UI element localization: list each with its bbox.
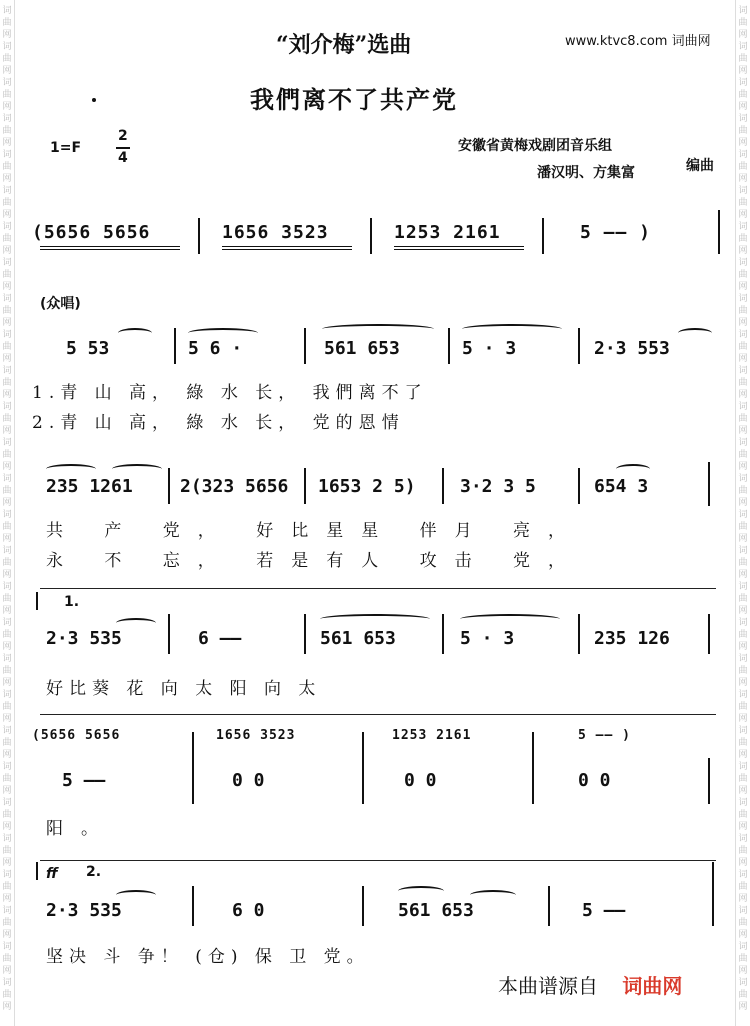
watermark-glyph: 词	[738, 258, 748, 268]
watermark-glyph: 网	[738, 858, 748, 868]
watermark-glyph: 曲	[2, 666, 12, 676]
arranger-role: 编曲	[686, 158, 714, 174]
time-signature-line	[116, 147, 130, 149]
watermark-glyph: 网	[2, 786, 12, 796]
slur	[320, 614, 430, 624]
watermark-glyph: 词	[738, 42, 748, 52]
volta-2-label: 2.	[86, 864, 102, 880]
watermark-glyph: 曲	[738, 882, 748, 892]
notes-1: 2·3 535	[46, 628, 122, 649]
barline	[174, 328, 176, 364]
watermark-glyph: 曲	[738, 702, 748, 712]
watermark-glyph: 网	[2, 570, 12, 580]
barline	[198, 218, 200, 254]
watermark-glyph: 网	[2, 66, 12, 76]
accomp-measure-3: 1253 2161	[392, 728, 472, 743]
watermark-glyph: 曲	[2, 810, 12, 820]
notes-3: 561 653	[398, 900, 474, 921]
lyrics-verse-1: 共 产 党， 好比星星 伴月 亮，	[46, 521, 584, 541]
watermark-glyph: 词	[738, 402, 748, 412]
beam-line	[40, 246, 180, 247]
watermark-glyph: 网	[2, 894, 12, 904]
watermark-glyph: 网	[738, 30, 748, 40]
watermark-glyph: 词	[2, 258, 12, 268]
watermark-glyph: 词	[738, 366, 748, 376]
site-url[interactable]: www.ktvc8.com 词曲网	[565, 34, 711, 49]
time-signature-top: 2	[118, 128, 128, 144]
watermark-glyph: 曲	[2, 54, 12, 64]
watermark-glyph: 曲	[2, 882, 12, 892]
watermark-glyph: 词	[2, 438, 12, 448]
watermark-glyph: 词	[738, 114, 748, 124]
watermark-glyph: 曲	[2, 450, 12, 460]
watermark-glyph: 曲	[2, 18, 12, 28]
accomp-measure-2: 1656 3523	[216, 728, 296, 743]
watermark-glyph: 词	[738, 654, 748, 664]
watermark-glyph: 网	[738, 930, 748, 940]
watermark-glyph: 网	[2, 282, 12, 292]
slur	[460, 614, 560, 624]
watermark-glyph: 网	[738, 822, 748, 832]
watermark-glyph: 曲	[738, 558, 748, 568]
watermark-glyph: 词	[738, 762, 748, 772]
watermark-glyph: 词	[2, 906, 12, 916]
watermark-glyph: 词	[2, 42, 12, 52]
barline	[370, 218, 372, 254]
barline	[168, 468, 170, 504]
watermark-glyph: 曲	[738, 954, 748, 964]
watermark-glyph: 网	[738, 354, 748, 364]
watermark-glyph: 网	[738, 462, 748, 472]
watermark-glyph: 词	[738, 942, 748, 952]
watermark-glyph: 词	[2, 186, 12, 196]
volta-bracket	[36, 592, 38, 610]
watermark-glyph: 曲	[2, 918, 12, 928]
series-title: “刘介梅”选曲	[276, 32, 412, 58]
beam-line	[40, 249, 180, 250]
barline	[304, 468, 306, 504]
slur	[398, 886, 444, 896]
watermark-glyph: 词	[738, 6, 748, 16]
section-1	[32, 322, 720, 442]
footer-text: 本曲谱源自	[498, 974, 598, 998]
watermark-glyph: 曲	[738, 990, 748, 1000]
volta-bracket	[36, 862, 38, 880]
notes-2: 6 0	[232, 900, 265, 921]
watermark-glyph: 网	[2, 750, 12, 760]
notes-3: 1653 2 5)	[318, 476, 416, 497]
watermark-glyph: 词	[2, 150, 12, 160]
watermark-glyph: 词	[2, 942, 12, 952]
notes-1: 2·3 535	[46, 900, 122, 921]
watermark-glyph: 词	[738, 78, 748, 88]
watermark-glyph: 词	[2, 78, 12, 88]
watermark-glyph: 网	[738, 606, 748, 616]
barline	[708, 614, 710, 654]
barline	[542, 218, 544, 254]
watermark-glyph: 曲	[2, 486, 12, 496]
watermark-glyph: 词	[2, 726, 12, 736]
lyrics: 好比葵 花 向 太 阳 向 太	[46, 679, 322, 699]
watermark-glyph: 曲	[738, 846, 748, 856]
notes-2: 2(323 5656	[180, 476, 289, 497]
notes-4: 0 0	[578, 770, 611, 791]
watermark-glyph: 网	[738, 318, 748, 328]
watermark-glyph: 曲	[738, 234, 748, 244]
watermark-glyph: 曲	[738, 162, 748, 172]
watermark-glyph: 词	[2, 546, 12, 556]
watermark-glyph: 曲	[2, 522, 12, 532]
watermark-glyph: 网	[2, 462, 12, 472]
watermark-glyph: 曲	[738, 774, 748, 784]
watermark-glyph: 网	[738, 714, 748, 724]
section-4	[32, 722, 720, 842]
watermark-glyph: 词	[2, 618, 12, 628]
watermark-glyph: 曲	[2, 378, 12, 388]
watermark-glyph: 曲	[2, 234, 12, 244]
watermark-glyph: 曲	[2, 162, 12, 172]
watermark-glyph: 词	[2, 762, 12, 772]
arranger-names: 潘汉明、方集富	[537, 165, 635, 181]
watermark-glyph: 网	[738, 570, 748, 580]
section-5	[32, 862, 720, 982]
notes-2: 0 0	[232, 770, 265, 791]
lyrics-verse-2: 2.青 山 高， 綠 水 长， 党的恩情	[32, 413, 405, 433]
watermark-glyph: 词	[738, 474, 748, 484]
watermark-glyph: 词	[738, 330, 748, 340]
barline	[448, 328, 450, 364]
watermark-glyph: 词	[738, 222, 748, 232]
watermark-glyph: 网	[2, 1002, 12, 1012]
barline	[578, 614, 580, 654]
watermark-glyph: 词	[738, 834, 748, 844]
dynamic-marking: ff	[46, 866, 58, 882]
watermark-glyph: 网	[738, 210, 748, 220]
footer-brand-link[interactable]: 词曲网	[622, 974, 683, 998]
decorative-dot	[92, 98, 96, 102]
slur	[116, 890, 156, 900]
watermark-glyph: 曲	[2, 738, 12, 748]
watermark-glyph: 网	[2, 354, 12, 364]
intro-measure-3: 1253 2161	[394, 222, 501, 243]
watermark-glyph: 网	[738, 750, 748, 760]
watermark-glyph: 曲	[738, 918, 748, 928]
watermark-glyph: 曲	[738, 306, 748, 316]
watermark-glyph: 词	[738, 618, 748, 628]
staff-divider	[40, 714, 716, 715]
notes-3: 561 653	[320, 628, 396, 649]
slur	[46, 464, 96, 474]
watermark-glyph: 网	[2, 30, 12, 40]
watermark-glyph: 曲	[2, 198, 12, 208]
lyrics: 坚决 斗 争！ (仓) 保 卫 党。	[46, 947, 370, 967]
watermark-glyph: 曲	[2, 846, 12, 856]
notes-2: 5 6 ·	[188, 338, 243, 359]
notes-1: 5 53	[66, 338, 110, 359]
watermark-glyph: 网	[738, 678, 748, 688]
watermark-glyph: 网	[738, 786, 748, 796]
watermark-glyph: 词	[738, 690, 748, 700]
slur	[118, 328, 152, 338]
notes-5: 2·3 553	[594, 338, 670, 359]
watermark-glyph: 词	[738, 978, 748, 988]
chorus-label: (众唱)	[40, 296, 81, 312]
watermark-glyph: 词	[2, 834, 12, 844]
watermark-glyph: 词	[738, 798, 748, 808]
watermark-glyph: 曲	[738, 738, 748, 748]
watermark-glyph: 曲	[2, 126, 12, 136]
intro-row	[32, 210, 720, 260]
watermark-glyph: 曲	[2, 774, 12, 784]
watermark-glyph: 曲	[738, 270, 748, 280]
watermark-glyph: 词	[2, 978, 12, 988]
watermark-glyph: 词	[2, 510, 12, 520]
watermark-glyph: 词	[738, 546, 748, 556]
watermark-glyph: 网	[738, 246, 748, 256]
watermark-glyph: 网	[738, 498, 748, 508]
barline	[192, 732, 194, 804]
watermark-glyph: 词	[2, 474, 12, 484]
time-signature-bottom: 4	[118, 150, 128, 166]
repeat-barline	[708, 758, 710, 804]
beam-line	[222, 249, 352, 250]
notes-4: 3·2 3 5	[460, 476, 536, 497]
watermark-glyph: 词	[2, 222, 12, 232]
staff-divider	[40, 860, 716, 861]
barline	[718, 210, 720, 254]
barline	[442, 468, 444, 504]
intro-measure-2: 1656 3523	[222, 222, 329, 243]
watermark-glyph: 词	[738, 186, 748, 196]
watermark-glyph: 网	[2, 714, 12, 724]
watermark-glyph: 曲	[738, 90, 748, 100]
key-signature: 1=F	[50, 140, 82, 156]
watermark-glyph: 词	[2, 654, 12, 664]
watermark-glyph: 网	[738, 138, 748, 148]
watermark-glyph: 网	[2, 678, 12, 688]
barline	[712, 862, 714, 926]
watermark-glyph: 网	[738, 534, 748, 544]
watermark-glyph: 网	[2, 174, 12, 184]
watermark-glyph: 曲	[738, 450, 748, 460]
watermark-glyph: 网	[2, 606, 12, 616]
watermark-glyph: 网	[2, 534, 12, 544]
watermark-glyph: 曲	[738, 522, 748, 532]
watermark-glyph: 词	[2, 294, 12, 304]
intro-measure-1: (5656 5656	[32, 222, 151, 243]
watermark-glyph: 网	[2, 390, 12, 400]
watermark-glyph: 曲	[2, 702, 12, 712]
slur	[112, 464, 162, 474]
watermark-glyph: 曲	[738, 810, 748, 820]
slur	[462, 324, 562, 334]
watermark-glyph: 词	[2, 870, 12, 880]
notes-4: 5 ——	[582, 900, 626, 921]
watermark-glyph: 网	[738, 102, 748, 112]
watermark-glyph: 网	[2, 642, 12, 652]
watermark-glyph: 网	[2, 426, 12, 436]
beam-line	[222, 246, 352, 247]
watermark-glyph: 词	[2, 114, 12, 124]
watermark-glyph: 词	[2, 330, 12, 340]
barline	[362, 732, 364, 804]
watermark-glyph: 网	[738, 966, 748, 976]
watermark-glyph: 词	[738, 510, 748, 520]
watermark-glyph: 词	[738, 294, 748, 304]
arranger-org: 安徽省黄梅戏剧团音乐组	[458, 138, 612, 154]
footer	[498, 970, 682, 999]
watermark-glyph: 词	[2, 582, 12, 592]
watermark-glyph: 词	[738, 726, 748, 736]
watermark-glyph: 网	[2, 858, 12, 868]
watermark-glyph: 网	[2, 102, 12, 112]
notes-1: 5 ——	[62, 770, 106, 791]
watermark-glyph: 网	[2, 822, 12, 832]
watermark-glyph: 词	[2, 6, 12, 16]
notes-1: 235 1261	[46, 476, 133, 497]
notes-5: 654 3	[594, 476, 649, 497]
accomp-measure-1: (5656 5656	[32, 728, 121, 743]
watermark-glyph: 曲	[2, 558, 12, 568]
notes-4: 5 · 3	[462, 338, 517, 359]
watermark-glyph: 网	[2, 210, 12, 220]
watermark-glyph: 网	[738, 174, 748, 184]
watermark-glyph: 曲	[738, 18, 748, 28]
watermark-glyph: 曲	[738, 414, 748, 424]
song-title: 我們离不了共产党	[250, 85, 458, 114]
watermark-glyph: 词	[738, 438, 748, 448]
watermark-glyph: 曲	[2, 270, 12, 280]
volta-1-label: 1.	[64, 594, 80, 610]
slur	[470, 890, 516, 900]
watermark-glyph: 曲	[738, 198, 748, 208]
watermark-glyph: 曲	[2, 414, 12, 424]
notes-5: 235 126	[594, 628, 670, 649]
beam-line	[394, 246, 524, 247]
barline	[304, 614, 306, 654]
watermark-glyph: 曲	[738, 666, 748, 676]
watermark-glyph: 词	[2, 798, 12, 808]
watermark-glyph: 曲	[738, 54, 748, 64]
slur	[188, 328, 258, 338]
watermark-glyph: 词	[738, 906, 748, 916]
watermark-glyph: 曲	[738, 630, 748, 640]
section-3	[32, 592, 720, 702]
barline	[442, 614, 444, 654]
slur	[616, 464, 650, 474]
lyrics-verse-1: 1.青 山 高， 綠 水 长， 我們离不了	[32, 383, 428, 403]
watermark-glyph: 词	[2, 690, 12, 700]
beam-line	[394, 249, 524, 250]
barline	[548, 886, 550, 926]
watermark-glyph: 曲	[2, 594, 12, 604]
watermark-glyph: 网	[738, 66, 748, 76]
slur	[678, 328, 712, 338]
watermark-glyph: 曲	[2, 954, 12, 964]
barline	[304, 328, 306, 364]
watermark-glyph: 网	[2, 318, 12, 328]
watermark-glyph: 曲	[2, 342, 12, 352]
intro-measure-4: 5 —— )	[580, 222, 652, 243]
slur	[322, 324, 434, 334]
slur	[116, 618, 156, 628]
watermark-glyph: 曲	[738, 342, 748, 352]
lyrics-verse-2: 永 不 忘， 若是有人 攻击 党，	[46, 551, 584, 571]
watermark-glyph: 网	[2, 498, 12, 508]
staff-divider	[40, 588, 716, 589]
watermark-glyph: 词	[2, 366, 12, 376]
watermark-glyph: 网	[738, 426, 748, 436]
watermark-glyph: 网	[2, 138, 12, 148]
watermark-glyph: 曲	[738, 594, 748, 604]
barline	[532, 732, 534, 804]
watermark-glyph: 曲	[2, 90, 12, 100]
barline	[578, 328, 580, 364]
watermark-glyph: 曲	[738, 486, 748, 496]
barline	[168, 614, 170, 654]
watermark-glyph: 曲	[2, 306, 12, 316]
barline	[708, 462, 710, 506]
watermark-glyph: 曲	[2, 990, 12, 1000]
barline	[578, 468, 580, 504]
watermark-glyph: 网	[2, 930, 12, 940]
notes-3: 0 0	[404, 770, 437, 791]
accomp-measure-4: 5 —— )	[578, 728, 631, 743]
watermark-glyph: 网	[2, 246, 12, 256]
watermark-glyph: 词	[2, 402, 12, 412]
lyrics: 阳。	[46, 819, 116, 839]
watermark-glyph: 网	[738, 642, 748, 652]
notes-4: 5 · 3	[460, 628, 515, 649]
watermark-glyph: 曲	[738, 378, 748, 388]
barline	[362, 886, 364, 926]
barline	[192, 886, 194, 926]
watermark-glyph: 网	[738, 1002, 748, 1012]
notes-2: 6 ——	[198, 628, 242, 649]
watermark-glyph: 曲	[2, 630, 12, 640]
notes-3: 561 653	[324, 338, 400, 359]
watermark-glyph: 网	[738, 282, 748, 292]
watermark-glyph: 词	[738, 150, 748, 160]
watermark-glyph: 网	[738, 390, 748, 400]
watermark-glyph: 词	[738, 870, 748, 880]
section-2	[32, 462, 720, 572]
watermark-glyph: 网	[2, 966, 12, 976]
watermark-glyph: 网	[738, 894, 748, 904]
watermark-glyph: 词	[738, 582, 748, 592]
watermark-glyph: 曲	[738, 126, 748, 136]
